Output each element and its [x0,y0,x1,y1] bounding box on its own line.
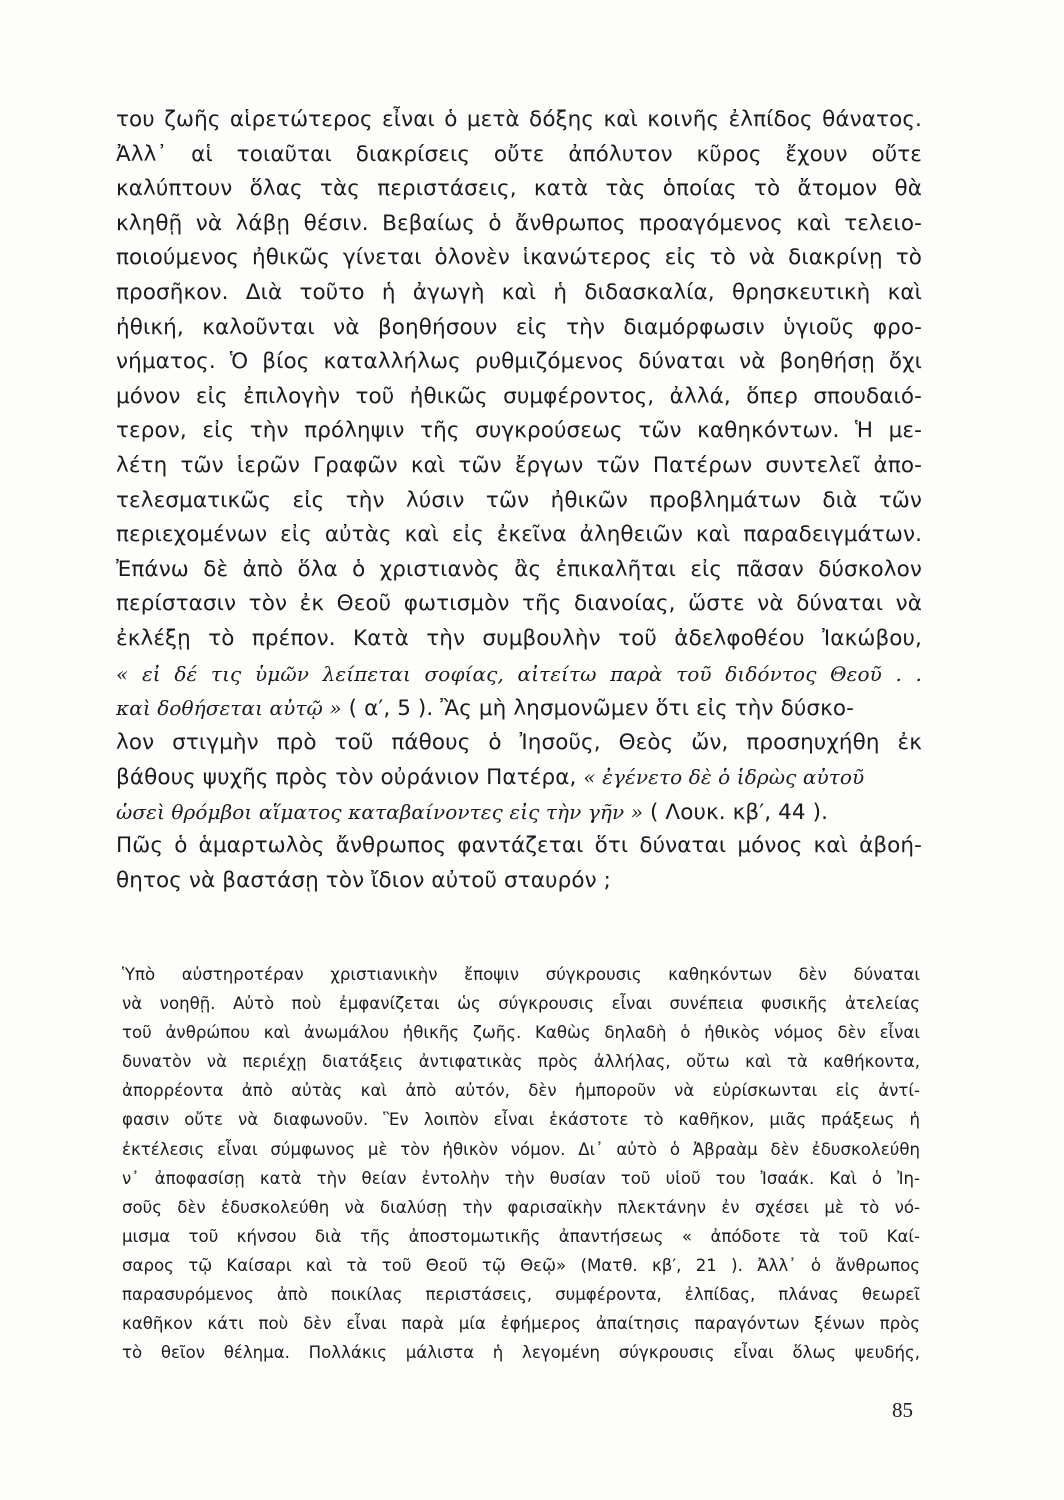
footnote-line: Ὑπὸ αὐστηροτέραν χριστιανικὴν ἔποψιν σύγκρουσις καθηκόντων δὲν δύναται [122,965,920,984]
text-line: ποιούμενος ἠθικῶς γίνεται ὁλονὲν ἱκανώτερος εἰς τὸ νὰ διακρίνῃ τὸ [116,245,922,271]
footnote-line: νὰ νοηθῇ. Αὐτὸ ποὺ ἐμφανίζεται ὡς σύγκρουσις εἶναι συνέπεια φυσικῆς ἀτελείας [122,994,920,1014]
text-line: λέτη τῶν ἱερῶν Γραφῶν καὶ τῶν ἔργων τῶν Πατέρων συντελεῖ ἀπο- [116,452,922,478]
footnote-line: δυνατὸν νὰ περιέχῃ διατάξεις ἀντιφατικὰς πρὸς ἀλλήλας, οὔτω καὶ τὰ καθήκοντα, [122,1052,920,1072]
text-line: προσῆκον. Διὰ τοῦτο ἡ ἀγωγὴ καὶ ἡ διδασκαλία, θρησκευτικὴ καὶ [116,279,922,305]
footnote-line: καθῆκον κάτι ποὺ δὲν εἶναι παρὰ μία ἐφήμερος ἀπαίτησις παραγόντων ξένων πρὸς [122,1314,920,1334]
scripture-quote-fragment: καὶ δοθήσεται αὐτῷ » [116,696,342,721]
text-line: θητος νὰ βαστάσῃ τὸν ἴδιον αὐτοῦ σταυρόν ; [116,868,611,894]
text-line: μόνον εἰς ἐπιλογὴν τοῦ ἠθικῶς συμφέροντος, ἀλλά, ὅπερ σπουδαιό- [116,383,922,409]
text-line: περιεχομένων εἰς αὐτὰς καὶ εἰς ἐκεῖνα ἀληθειῶν καὶ παραδειγμάτων. [116,522,922,548]
text-fragment: ( Λουκ. κβ′, 44 ). [643,799,829,825]
text-line [116,795,922,830]
text-line: νήματος. Ὁ βίος καταλλήλως ρυθμιζόμενος δύναται νὰ βοηθήσῃ ὄχι [116,349,922,375]
text-line: κληθῇ νὰ λάβῃ θέσιν. Βεβαίως ὁ ἄνθρωπος προαγόμενος καὶ τελειο- [116,210,922,236]
text-line: ἐκλέξῃ τὸ πρέπον. Κατὰ τὴν συμβουλὴν τοῦ ἀδελφοθέου Ἰακώβου, [116,625,922,651]
text-line: περίστασιν τὸν ἐκ Θεοῦ φωτισμὸν τῆς διανοίας, ὥστε νὰ δύναται νὰ [116,591,922,617]
scripture-quote-line: « εἰ δέ τις ὑμῶν λείπεται σοφίας, αἰτείτω παρὰ τοῦ διδόντος Θεοῦ . . [116,661,922,686]
main-text-body [116,103,922,899]
text-line: Ἀλλ᾽ αἱ τοιαῦται διακρίσεις οὔτε ἀπόλυτον κῦρος ἔχουν οὔτε [116,141,922,167]
footnote-line: τὸ θεῖον θέλημα. Πολλάκις μάλιστα ἡ λεγομένη σύγκρουσις εἶναι ὅλως ψευδής, [122,1343,920,1363]
text-line: τελεσματικῶς εἰς τὴν λύσιν τῶν ἠθικῶν προβλημάτων διὰ τῶν [116,487,922,513]
text-line: ἠθική, καλοῦνται νὰ βοηθήσουν εἰς τὴν διαμόρφωσιν ὑγιοῦς φρο- [116,314,922,340]
footnote [122,960,920,1367]
text-line [116,760,922,795]
footnote-line: τοῦ ἀνθρώπου καὶ ἀνωμάλου ἠθικῆς ζωῆς. Καθὼς δηλαδὴ ὁ ἠθικὸς νόμος δὲν εἶναι [122,1023,920,1043]
text-line: Ἐπάνω δὲ ἀπὸ ὅλα ὁ χριστιανὸς ἂς ἐπικαλῆται εἰς πᾶσαν δύσκολον [116,556,922,582]
footnote-line: μισμα τοῦ κήνσου διὰ τῆς ἀποστομωτικῆς ἀπαντήσεως « ἀπόδοτε τὰ τοῦ Καί- [122,1226,920,1246]
footnote-line: παρασυρόμενος ἀπὸ ποικίλας περιστάσεις, συμφέροντα, ἐλπίδας, πλάνας θεωρεῖ [122,1285,920,1305]
text-line: καλύπτουν ὅλας τὰς περιστάσεις, κατὰ τὰς ὁποίας τὸ ἄτομον θὰ [116,176,922,202]
scripture-quote-fragment: ὡσεὶ θρόμβοι αἵματος καταβαίνοντες εἰς τὴν γῆν » [116,799,644,824]
footnote-line: ἐκτέλεσις εἶναι σύμφωνος μὲ τὸν ἠθικὸν νόμον. Δι᾽ αὐτὸ ὁ Ἀβραὰμ δὲν ἐδυσκολεύθη [122,1139,920,1159]
text-line: τερον, εἰς τὴν πρόληψιν τῆς συγκρούσεως τῶν καθηκόντων. Ἡ με- [116,418,922,444]
text-line: του ζωῆς αἱρετώτερος εἶναι ὁ μετὰ δόξης καὶ κοινῆς ἐλπίδος θάνατος. [116,107,922,132]
footnote-line: ἀπορρέοντα ἀπὸ αὐτὰς καὶ ἀπὸ αὐτόν, δὲν ἠμποροῦν νὰ εὑρίσκωνται εἰς ἀντί- [122,1081,920,1101]
footnote-line: σαρος τῷ Καίσαρι καὶ τὰ τοῦ Θεοῦ τῷ Θεῷ» (Ματθ. κβ′, 21 ). Ἀλλ᾽ ὁ ἄνθρωπος [122,1255,920,1275]
text-line: Πῶς ὁ ἁμαρτωλὸς ἄνθρωπος φαντάζεται ὅτι δύναται μόνος καὶ ἀβοή- [116,833,922,859]
footnote-line: φασιν οὔτε νὰ διαφωνοῦν. Ἓν λοιπὸν εἶναι ἑκάστοτε τὸ καθῆκον, μιᾶς πράξεως ἡ [122,1110,920,1130]
scripture-quote-fragment: « ἐγένετο δὲ ὁ ἱδρὼς αὐτοῦ [583,765,865,790]
text-fragment: ( α′, 5 ). Ἂς μὴ λησμονῶμεν ὅτι εἰς τὴν δύσκο- [341,696,854,722]
text-line: λον στιγμὴν πρὸ τοῦ πάθους ὁ Ἰησοῦς, Θεὸς ὤν, προσηυχήθη ἐκ [116,729,922,755]
footnote-line: ν᾽ ἀποφασίσῃ κατὰ τὴν θείαν ἐντολὴν τὴν θυσίαν τοῦ υἱοῦ του Ἰσαάκ. Καὶ ὁ Ἰη- [122,1168,920,1188]
text-line [116,691,922,726]
footnote-line: σοῦς δὲν ἐδυσκολεύθη νὰ διαλύσῃ τὴν φαρισαϊκὴν πλεκτάνην ἐν σχέσει μὲ τὸ νό- [122,1197,920,1217]
text-fragment: βάθους ψυχῆς πρὸς τὸν οὐράνιον Πατέρα, [116,765,584,791]
page-number: 85 [892,1398,913,1422]
